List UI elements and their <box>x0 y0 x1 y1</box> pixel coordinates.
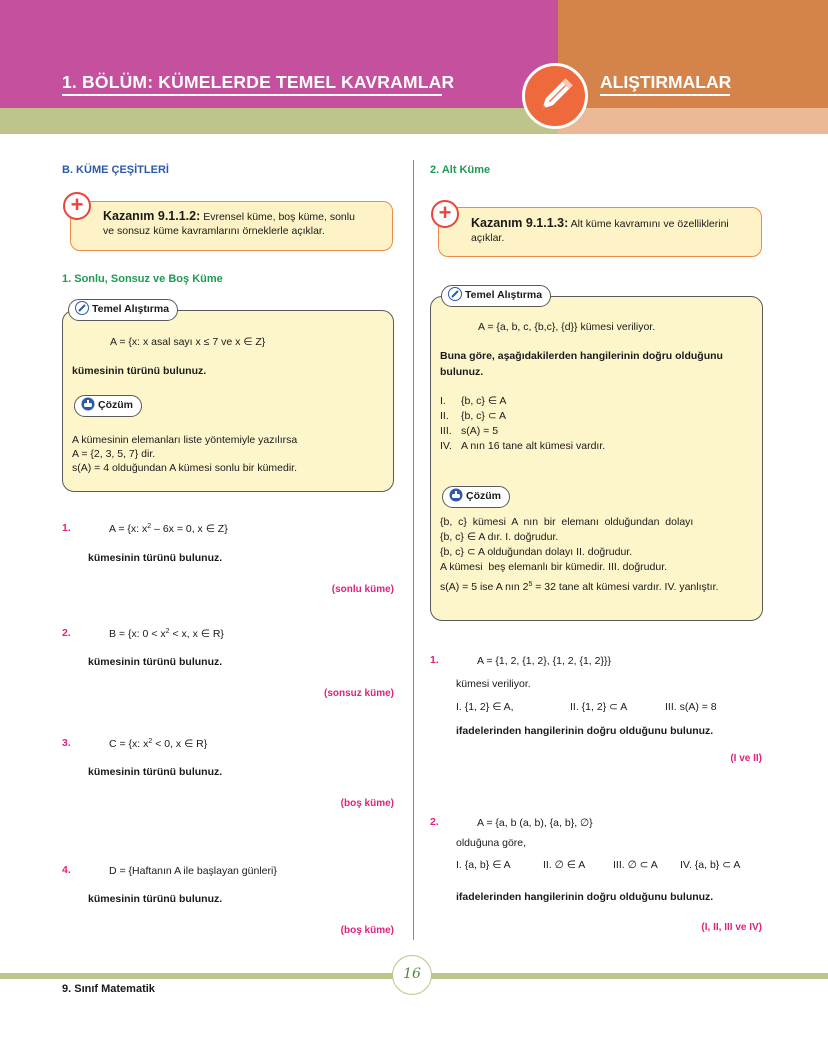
footer-book-title: 9. Sınıf Matematik <box>62 983 155 995</box>
pointing-hand-icon <box>81 397 95 411</box>
column-divider <box>413 160 414 940</box>
statement-1: I. {b, c} ∈ A <box>440 395 507 407</box>
pointing-hand-icon <box>449 488 463 502</box>
right-exercise-1-answer: (I ve II) <box>730 753 762 764</box>
set-definition: A = {x: x asal sayı x ≤ 7 ve x ∈ Z} <box>110 336 266 348</box>
header-olive-strip <box>0 108 558 134</box>
exercise-4-number: 4. <box>62 864 71 876</box>
page-number: 16 <box>392 955 432 995</box>
exercise-4-answer: (boş küme) <box>340 925 394 936</box>
exercise-3-number: 3. <box>62 737 71 749</box>
pencil-small-icon <box>75 301 89 315</box>
exercise-4-question: kümesinin türünü bulunuz. <box>88 893 223 905</box>
right-exercise-2-statement-2: II. ∅ ∈ A <box>543 859 586 871</box>
exercise-3-question: kümesinin türünü bulunuz. <box>88 766 223 778</box>
exercise-2-number: 2. <box>62 627 71 639</box>
right-exercise-2-answer: (I, II, III ve IV) <box>701 922 762 933</box>
solution-line-5: s(A) = 5 ise A nın $2^5 = 32$ tane alt kümesi vardır. IV. yanlıştır. <box>440 581 719 593</box>
pencil-icon <box>522 63 588 129</box>
statement-2: II. {b, c} ⊂ A <box>440 410 506 422</box>
right-exercise-2-statement-1: I. {a, b} ∈ A <box>456 859 511 871</box>
right-exercise-2-number: 2. <box>430 816 439 828</box>
plus-icon: + <box>63 192 91 220</box>
chapter-title: 1. BÖLÜM: KÜMELERDE TEMEL KAVRAMLAR <box>62 72 455 92</box>
right-exercise-2-given: olduğuna göre, <box>456 837 527 849</box>
statement-4: IV. A nın 16 tane alt kümesi vardır. <box>440 440 606 452</box>
right-exercise-2-question: ifadelerinden hangilerinin doğru olduğunu bulunuz. <box>456 891 714 903</box>
kazanim-code: Kazanım 9.1.1.2: <box>103 209 201 223</box>
section-heading-alt-kume: 2. Alt Küme <box>430 164 491 176</box>
exercise-2-answer: (sonsuz küme) <box>323 688 394 699</box>
exercise-2-question: kümesinin türünü bulunuz. <box>88 656 223 668</box>
kazanim-box-right <box>438 207 762 257</box>
right-exercise-1-statement-3: III. s(A) = 8 <box>665 701 717 713</box>
solution-line-2: A = {2, 3, 5, 7} dir. <box>72 448 156 460</box>
kazanim-text-line2: ve sonsuz küme kavramlarını örneklerle açıklar. <box>103 225 325 237</box>
exercise-4-set: D = {Haftanın A ile başlayan günleri} <box>109 865 277 877</box>
temel-alistirma-label: Temel Alıştırma <box>441 285 551 307</box>
right-exercise-1-question: ifadelerinden hangilerinin doğru olduğunu bulunuz. <box>456 725 714 737</box>
question-text: kümesinin türünü bulunuz. <box>72 365 207 377</box>
exercise-3-answer: (boş küme) <box>340 798 394 809</box>
cozum-label-right: Çözüm <box>442 486 510 508</box>
plus-icon: + <box>431 200 459 228</box>
section-title-underline <box>600 94 730 96</box>
exercise-2-set: B = {x: $0 < x^2 < x$, x ∈ R} <box>109 628 224 640</box>
kazanim-box-left <box>70 201 393 251</box>
solution-line-1: {b, c} kümesi A nın bir elemanı olduğundan dolayı <box>440 516 694 528</box>
solution-line-4: A kümesi beş elemanlı bir kümedir. III. doğrudur. <box>440 561 668 573</box>
right-exercise-2-statement-3: III. ∅ ⊂ A <box>613 859 658 871</box>
temel-alistirma-label: Temel Alıştırma <box>68 299 178 321</box>
pencil-small-icon <box>448 287 462 301</box>
right-exercise-2-statement-4: IV. {a, b} ⊂ A <box>680 859 741 871</box>
kazanim-code: Kazanım 9.1.1.3: <box>471 216 569 230</box>
chapter-title-underline <box>62 94 442 96</box>
section-heading-kume-cesitleri: B. KÜME ÇEŞİTLERİ <box>62 164 169 176</box>
question-line-2: bulunuz. <box>440 366 484 378</box>
exercise-3-set: C = {x: $x^2 < 0$, x ∈ R} <box>109 738 208 750</box>
right-exercise-1-set: A = {1, 2, {1, 2}, {1, 2, {1, 2}}} <box>477 655 612 667</box>
set-definition: A = {a, b, c, {b,c}, {d}} kümesi veriliyor. <box>478 321 656 333</box>
right-exercise-1-statement-1: I. {1, 2} ∈ A, <box>456 701 514 713</box>
exercise-1-number: 1. <box>62 522 71 534</box>
right-exercise-1-statement-2: II. {1, 2} ⊂ A <box>570 701 628 713</box>
exercise-1-question: kümesinin türünü bulunuz. <box>88 552 223 564</box>
solution-line-3: s(A) = 4 olduğundan A kümesi sonlu bir kümedir. <box>72 462 298 474</box>
subheading-sonlu-sonsuz: 1. Sonlu, Sonsuz ve Boş Küme <box>62 273 223 285</box>
exercise-1-answer: (sonlu küme) <box>331 584 394 595</box>
exercise-1-set: A = {x: $x^2 - 6x = 0$, x ∈ Z} <box>109 523 228 535</box>
question-line-1: Buna göre, aşağıdakilerden hangilerinin doğru olduğunu <box>440 350 723 362</box>
solution-line-3: {b, c} ⊂ A olduğundan dolayı II. doğrudur. <box>440 546 633 558</box>
cozum-label-left: Çözüm <box>74 395 142 417</box>
right-exercise-2-set: A = {a, b (a, b), {a, b}, ∅} <box>477 817 593 829</box>
temel-alistirma-box-right <box>430 296 763 621</box>
header-peach-strip <box>558 108 828 134</box>
section-title: ALIŞTIRMALAR <box>600 72 732 92</box>
solution-line-1: A kümesinin elemanları liste yöntemiyle yazılırsa <box>72 434 298 446</box>
solution-line-2: {b, c} ∈ A dır. I. doğrudur. <box>440 531 559 543</box>
kazanim-text-line1: Alt küme kavramını ve özelliklerini <box>570 218 729 230</box>
right-exercise-1-number: 1. <box>430 654 439 666</box>
statement-3: III. s(A) = 5 <box>440 425 499 437</box>
kazanim-text-line1: Evrensel küme, boş küme, sonlu <box>203 211 355 223</box>
kazanim-text-line2: açıklar. <box>471 232 505 244</box>
right-exercise-1-given: kümesi veriliyor. <box>456 678 531 690</box>
